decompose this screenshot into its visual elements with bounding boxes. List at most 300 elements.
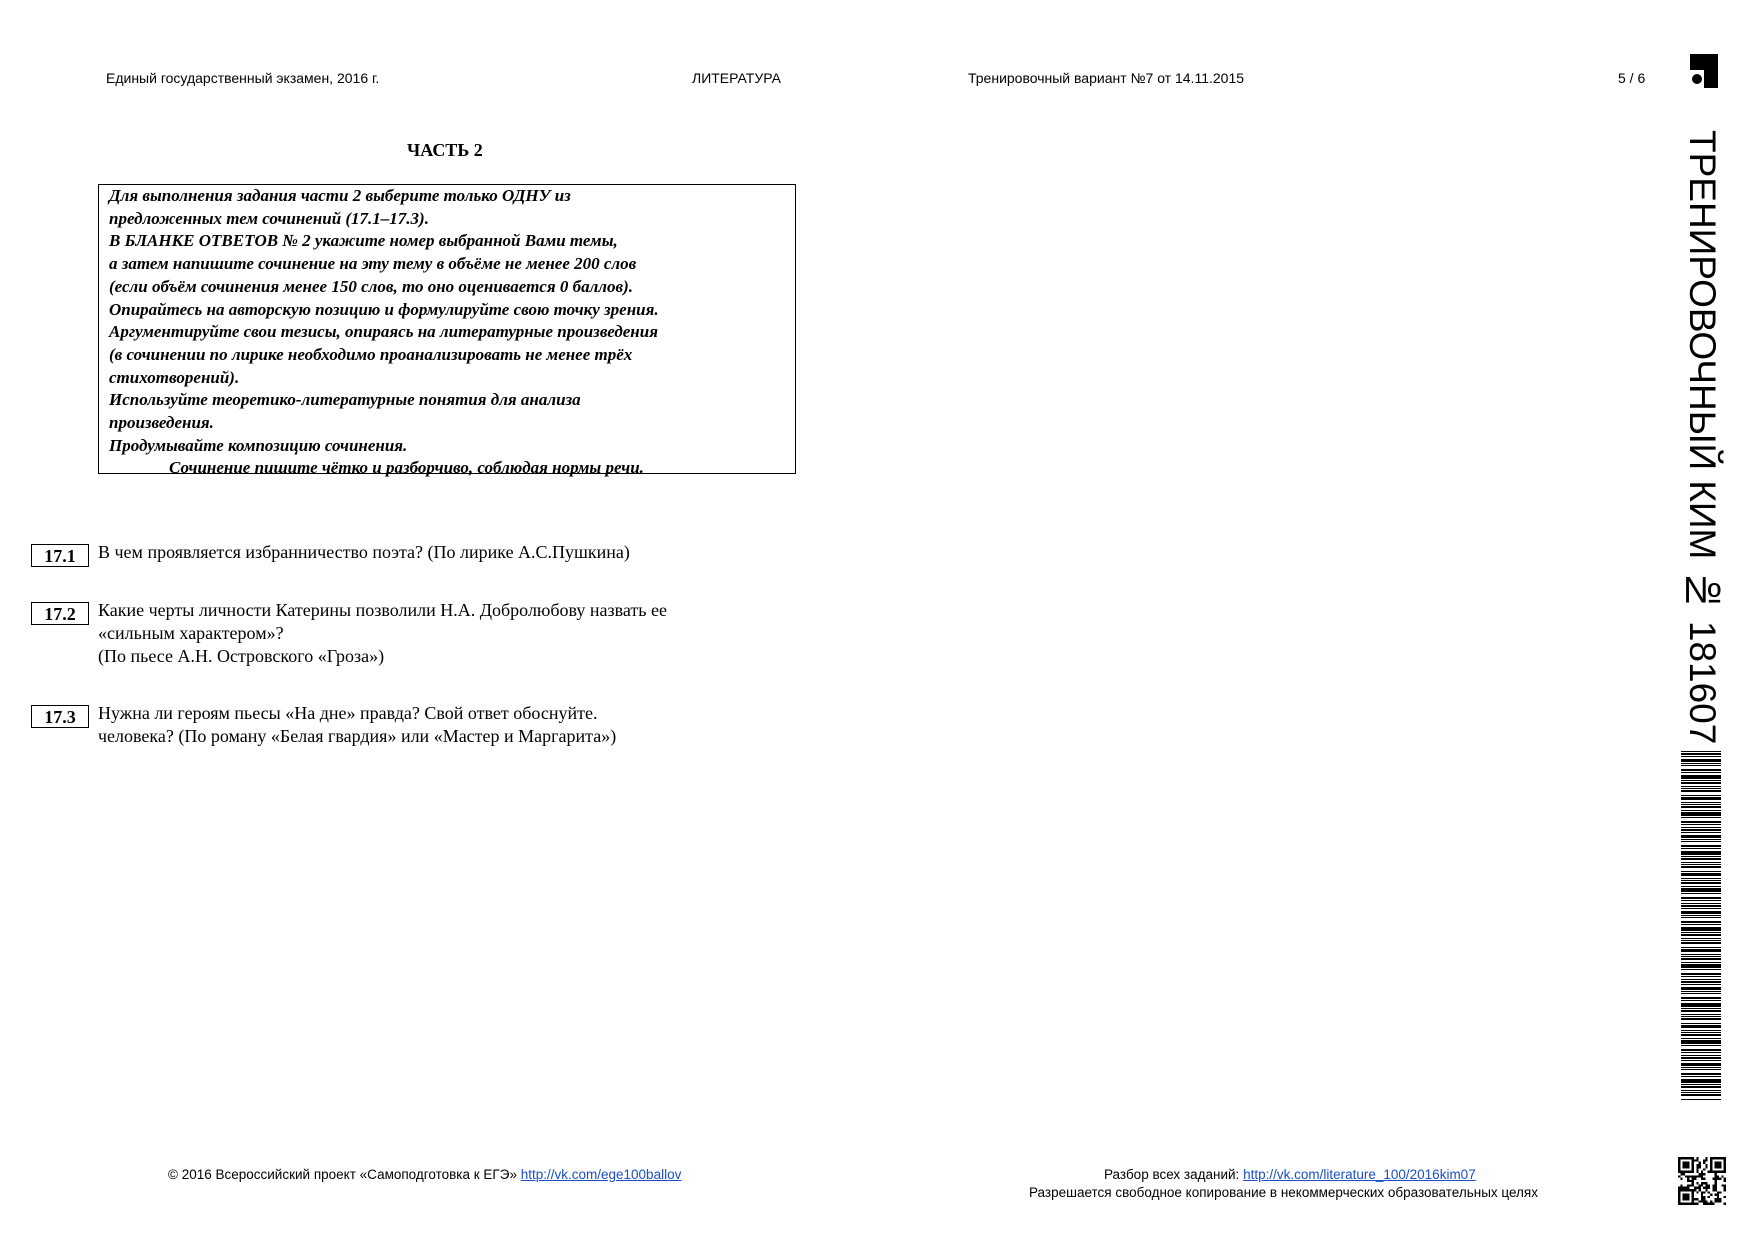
qr-module [1678,1187,1680,1189]
barcode-bar [1681,969,1721,970]
barcode-bar [1681,790,1721,792]
qr-module [1703,1173,1705,1175]
qr-module [1685,1198,1687,1200]
qr-module [1689,1184,1691,1186]
qr-module [1710,1162,1712,1164]
barcode-bar [1681,804,1721,805]
barcode-bar [1681,878,1721,879]
qr-module [1701,1196,1703,1198]
barcode-bar [1681,786,1721,787]
qr-module [1699,1164,1701,1166]
qr-module [1687,1162,1689,1164]
qr-module [1685,1166,1687,1168]
qr-module [1715,1164,1717,1166]
qr-module [1694,1198,1696,1200]
qr-module [1683,1187,1685,1189]
qr-module [1692,1184,1694,1186]
barcode-bar [1681,981,1721,983]
qr-module [1687,1180,1689,1182]
barcode-bar [1681,905,1721,907]
task-line: (По пьесе А.Н. Островского «Гроза») [98,646,385,666]
qr-module [1680,1184,1682,1186]
barcode-bar [1681,940,1721,941]
qr-module [1683,1196,1685,1198]
corner-registration-mark [1690,54,1718,88]
qr-module [1721,1175,1723,1177]
qr-module [1687,1157,1689,1159]
footer-review-label: Разбор всех заданий: [1104,1167,1240,1182]
barcode-bar [1681,873,1721,876]
barcode-bar [1681,1025,1721,1028]
qr-module [1715,1173,1717,1175]
qr-module [1717,1166,1719,1168]
qr-module [1721,1171,1723,1173]
qr-module [1717,1200,1719,1202]
barcode-bar [1681,765,1721,766]
qr-module [1680,1157,1682,1159]
qr-module [1680,1171,1682,1173]
qr-module [1696,1164,1698,1166]
qr-module [1683,1162,1685,1164]
qr-module [1699,1189,1701,1191]
qr-module [1701,1194,1703,1196]
qr-module [1680,1178,1682,1180]
instruction-line: (в сочинении по лирике необходимо проанализировать не менее трёх [109,344,633,364]
instruction-line: предложенных тем сочинений (17.1–17.3). [109,208,429,228]
qr-module [1708,1196,1710,1198]
qr-module [1701,1182,1703,1184]
qr-module [1692,1182,1694,1184]
barcode-bar [1681,938,1721,939]
qr-module [1685,1171,1687,1173]
qr-module [1712,1157,1714,1159]
barcode-bar [1681,1060,1721,1061]
qr-module [1696,1191,1698,1193]
qr-module [1687,1184,1689,1186]
qr-module [1710,1203,1712,1205]
qr-module [1705,1203,1707,1205]
barcode-bar [1681,763,1721,764]
barcode-bar [1681,987,1721,990]
barcode-bar [1681,1092,1721,1093]
task-number-box: 17.1 [31,544,89,567]
qr-module [1719,1171,1721,1173]
barcode-bar [1681,956,1721,957]
barcode-bar [1681,991,1721,992]
task-line: Нужна ли героям пьесы «На дне» правда? Свой ответ обоснуйте. [98,703,598,723]
barcode-bar [1681,1057,1721,1059]
qr-module [1699,1200,1701,1202]
qr-module [1696,1203,1698,1205]
qr-module [1685,1203,1687,1205]
barcode-bar [1681,817,1721,818]
qr-module [1703,1196,1705,1198]
qr-module [1715,1184,1717,1186]
barcode-bar [1681,911,1721,914]
qr-module [1703,1203,1705,1205]
instruction-line: а затем напишите сочинение на эту тему в объёме не менее 200 слов [109,254,637,274]
qr-module [1685,1162,1687,1164]
footer-copyright-text: © 2016 Всероссийский проект «Самоподготовка к ЕГЭ» [168,1167,517,1182]
barcode-bar [1681,1000,1721,1001]
qr-module [1692,1166,1694,1168]
qr-module [1694,1187,1696,1189]
qr-module [1699,1173,1701,1175]
barcode-bar [1681,780,1721,781]
barcode-bar [1681,1023,1721,1024]
qr-module [1715,1198,1717,1200]
barcode-bar [1681,1032,1721,1033]
barcode-bar [1681,772,1721,773]
qr-module [1678,1189,1680,1191]
qr-module [1687,1166,1689,1168]
instruction-line: Для выполнения задания части 2 выберите только ОДНУ из [109,186,571,205]
qr-module [1685,1196,1687,1198]
qr-module [1701,1178,1703,1180]
qr-module [1692,1198,1694,1200]
footer-review-link[interactable]: http://vk.com/literature_100/2016kim07 [1243,1167,1476,1182]
qr-module [1685,1187,1687,1189]
qr-module [1687,1175,1689,1177]
barcode [1681,751,1721,1101]
qr-module [1712,1171,1714,1173]
barcode-bar [1681,751,1721,752]
qr-module [1724,1189,1726,1191]
barcode-bar [1681,856,1721,857]
qr-module [1719,1178,1721,1180]
task-line: человека? (По роману «Белая гвардия» или «Мастер и Маргарита») [98,726,617,746]
barcode-bar [1681,1049,1721,1051]
qr-module [1703,1162,1705,1164]
barcode-bar [1681,1063,1721,1066]
qr-module [1721,1184,1723,1186]
qr-module [1710,1164,1712,1166]
qr-module [1724,1196,1726,1198]
qr-module [1705,1184,1707,1186]
qr-module [1710,1200,1712,1202]
barcode-bar [1681,973,1721,975]
qr-module [1687,1203,1689,1205]
qr-module [1712,1189,1714,1191]
qr-module [1692,1196,1694,1198]
instruction-line: Используйте теоретико-литературные понятия для анализа [109,390,581,410]
qr-module [1699,1187,1701,1189]
qr-module [1715,1200,1717,1202]
instruction-line: Продумывайте композицию сочинения. [109,435,408,455]
qr-module [1692,1203,1694,1205]
qr-module [1719,1166,1721,1168]
qr-module [1692,1159,1694,1161]
qr-module [1683,1198,1685,1200]
instruction-line: Аргументируйте свои тезисы, опираясь на литературные произведения [109,322,658,342]
qr-module [1708,1184,1710,1186]
barcode-bar [1681,984,1721,985]
qr-module [1694,1203,1696,1205]
qr-module [1710,1159,1712,1161]
task-line: В чем проявляется избранничество поэта? (По лирике А.С.Пушкина) [98,542,630,562]
qr-module [1692,1194,1694,1196]
barcode-bar [1681,775,1721,779]
barcode-bar [1681,827,1721,828]
barcode-bar [1681,1069,1721,1070]
qr-module [1705,1159,1707,1161]
qr-module [1701,1198,1703,1200]
qr-module [1699,1175,1701,1177]
qr-module [1712,1203,1714,1205]
qr-module [1678,1203,1680,1205]
barcode-bar [1681,1079,1721,1083]
task-number-box: 17.3 [31,705,89,728]
qr-module [1715,1166,1717,1168]
barcode-bar [1681,839,1721,840]
qr-module [1687,1198,1689,1200]
qr-module [1715,1187,1717,1189]
qr-module [1724,1157,1726,1159]
task-line: «сильным характером»? [98,623,284,643]
instruction-line: произведения. [109,413,214,433]
qr-module [1710,1166,1712,1168]
barcode-bar [1681,1090,1721,1091]
qr-module [1687,1187,1689,1189]
qr-code [1678,1157,1726,1205]
qr-module [1724,1180,1726,1182]
qr-module [1715,1180,1717,1182]
barcode-bar [1681,810,1721,811]
qr-module [1717,1157,1719,1159]
qr-module [1717,1171,1719,1173]
qr-module [1692,1200,1694,1202]
qr-module [1689,1203,1691,1205]
barcode-bar [1681,812,1721,816]
task-text [98,702,616,748]
qr-module [1683,1173,1685,1175]
qr-module [1724,1187,1726,1189]
barcode-bar [1681,888,1721,892]
header-exam: Единый государственный экзамен, 2016 г. [106,70,380,86]
barcode-bar [1681,864,1721,865]
qr-module [1687,1178,1689,1180]
qr-module [1703,1178,1705,1180]
qr-module [1705,1157,1707,1159]
qr-module [1696,1159,1698,1161]
instruction-line: Сочинение пишите чётко и разборчиво, соблюдая нормы речи. [169,458,644,478]
qr-module [1685,1157,1687,1159]
barcode-bar [1681,903,1721,904]
qr-module [1724,1184,1726,1186]
qr-module [1692,1164,1694,1166]
qr-module [1710,1157,1712,1159]
barcode-bar [1681,824,1721,825]
qr-module [1689,1175,1691,1177]
barcode-bar [1681,1073,1721,1075]
barcode-bar [1681,1045,1721,1046]
barcode-bar [1681,954,1721,955]
qr-module [1717,1162,1719,1164]
qr-module [1685,1189,1687,1191]
qr-module [1678,1191,1680,1193]
qr-module [1685,1175,1687,1177]
barcode-bar [1681,871,1721,872]
barcode-bar [1681,848,1721,849]
footer-copyright-link[interactable]: http://vk.com/ege100ballov [520,1167,682,1182]
qr-module [1696,1198,1698,1200]
barcode-bar [1681,841,1721,842]
footer-copyright [168,1167,681,1182]
qr-module [1724,1162,1726,1164]
qr-module [1678,1159,1680,1161]
barcode-bar [1681,862,1721,863]
barcode-bar [1681,917,1721,918]
barcode-bar [1681,949,1721,952]
qr-module [1685,1164,1687,1166]
qr-module [1724,1166,1726,1168]
barcode-bar [1681,880,1721,881]
barcode-bar [1681,829,1721,831]
qr-module [1678,1168,1680,1170]
barcode-bar [1681,835,1721,838]
qr-module [1678,1162,1680,1164]
qr-module [1705,1189,1707,1191]
qr-module [1708,1171,1710,1173]
qr-module [1696,1187,1698,1189]
qr-module [1680,1187,1682,1189]
barcode-bar [1681,759,1721,762]
barcode-bar [1681,1003,1721,1007]
barcode-bar [1681,1067,1721,1068]
instruction-line: (если объём сочинения менее 150 слов, то оно оценивается 0 баллов). [109,276,634,296]
qr-module [1694,1189,1696,1191]
qr-module [1680,1189,1682,1191]
qr-module [1678,1198,1680,1200]
barcode-bar [1681,769,1721,771]
barcode-bar [1681,882,1721,884]
qr-module [1685,1194,1687,1196]
qr-module [1715,1157,1717,1159]
qr-module [1719,1164,1721,1166]
barcode-bar [1681,1016,1721,1017]
qr-module [1724,1171,1726,1173]
qr-module [1683,1194,1685,1196]
qr-module [1692,1171,1694,1173]
header-subject: ЛИТЕРАТУРА [692,70,781,86]
task-line: Какие черты личности Катерины позволили Н.А. Добролюбову назвать ее [98,600,667,620]
barcode-bar [1681,908,1721,909]
barcode-bar [1681,976,1721,977]
qr-module [1717,1198,1719,1200]
qr-module [1719,1200,1721,1202]
qr-module [1683,1203,1685,1205]
qr-module [1699,1162,1701,1164]
qr-module [1694,1175,1696,1177]
barcode-bar [1681,964,1721,968]
qr-module [1719,1198,1721,1200]
qr-module [1708,1191,1710,1193]
qr-module [1721,1157,1723,1159]
qr-module [1703,1182,1705,1184]
qr-module [1683,1171,1685,1173]
qr-module [1696,1175,1698,1177]
qr-module [1687,1194,1689,1196]
qr-module [1701,1171,1703,1173]
barcode-bar [1681,1014,1721,1015]
barcode-bar [1681,806,1721,808]
qr-module [1705,1200,1707,1202]
header-page-number: 5 / 6 [1618,70,1646,86]
qr-module [1717,1196,1719,1198]
qr-module [1724,1203,1726,1205]
barcode-bar [1681,886,1721,887]
qr-module [1678,1194,1680,1196]
qr-module [1687,1171,1689,1173]
qr-module [1712,1184,1714,1186]
barcode-bar [1681,753,1721,755]
barcode-bar [1681,821,1721,823]
qr-module [1715,1194,1717,1196]
barcode-bar [1681,934,1721,936]
barcode-bar [1681,756,1721,757]
barcode-bar [1681,788,1721,789]
qr-module [1719,1157,1721,1159]
barcode-bar [1681,1099,1721,1100]
barcode-bar [1681,1010,1721,1012]
qr-module [1701,1175,1703,1177]
header-variant: Тренировочный вариант №7 от 14.11.2015 [968,70,1245,86]
barcode-bar [1681,1030,1721,1031]
qr-module [1680,1203,1682,1205]
qr-module [1717,1194,1719,1196]
qr-module [1699,1166,1701,1168]
qr-module [1710,1171,1712,1173]
qr-module [1724,1159,1726,1161]
qr-module [1689,1171,1691,1173]
qr-module [1687,1196,1689,1198]
barcode-bar [1681,851,1721,855]
part-title: ЧАСТЬ 2 [407,140,483,160]
qr-module [1724,1168,1726,1170]
qr-module [1678,1196,1680,1198]
qr-module [1678,1166,1680,1168]
qr-module [1703,1168,1705,1170]
qr-module [1701,1200,1703,1202]
qr-module [1696,1166,1698,1168]
barcode-bar [1681,866,1721,868]
side-title-text: ТРЕНИРОВОЧНЫЙ КИМ № 181607 [1682,130,1723,745]
qr-module [1687,1164,1689,1166]
qr-module [1719,1162,1721,1164]
qr-module [1703,1198,1705,1200]
barcode-bar [1681,1040,1721,1044]
instruction-line: стихотворений). [109,367,240,387]
barcode-bar [1681,1038,1721,1039]
qr-module [1689,1180,1691,1182]
barcode-bar [1681,932,1721,933]
qr-module [1683,1166,1685,1168]
qr-module [1708,1203,1710,1205]
barcode-bar [1681,915,1721,916]
qr-module [1705,1182,1707,1184]
barcode-bar [1681,797,1721,800]
qr-module [1705,1187,1707,1189]
qr-module [1692,1175,1694,1177]
barcode-bar [1681,1094,1721,1096]
qr-module [1724,1178,1726,1180]
barcode-bar [1681,1034,1721,1036]
qr-module [1696,1171,1698,1173]
qr-module [1678,1200,1680,1202]
barcode-bar [1681,782,1721,784]
qr-module [1715,1182,1717,1184]
qr-module [1678,1171,1680,1173]
